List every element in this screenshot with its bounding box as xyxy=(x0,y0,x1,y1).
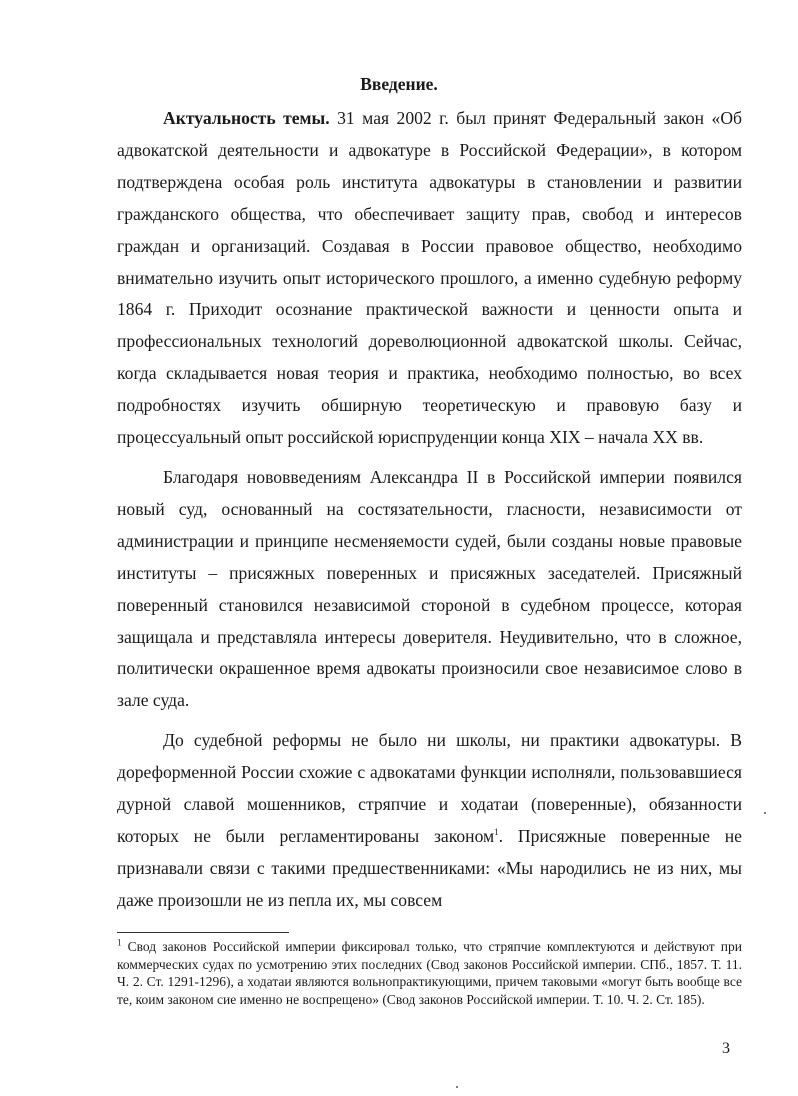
page-number: 3 xyxy=(722,1040,730,1057)
scan-speck xyxy=(764,812,766,814)
page-title: Введение. xyxy=(360,74,438,94)
scan-speck xyxy=(456,1086,458,1088)
paragraph-text: 31 мая 2002 г. был принят Федеральный закон «Об адвокатской деятельности и адвокатуре в Российской Федерации», в котором подтверждена особая роль института адвокатуры в становлении и развитии гражданского общества, что обеспечивает защиту прав, свобод и интересов граждан и организаций. Создавая в России правовое общество, необходимо внимательно изучить опыт исторического прошлого, а именно судебную реформу 1864 г. Приходит осознание практической важности и ценности опыта и профессиональных технологий дореволюционной адвокатской школы. Сейчас, когда складывается новая теория и практика, необходимо полностью, во всех подробностях изучить обширную теоретическую и правовую базу и процессуальный опыт российской юриспруденции конца XIX – начала XX вв. xyxy=(117,108,742,448)
paragraph-text: До судебной реформы не было ни школы, ни практики адвокатуры. В дореформенной России схожие с адвокатами функции исполняли, пользовавшиеся дурной славой мошенников, стряпчие и ходатаи (поверенные), обязанности которых не были регламентированы законом xyxy=(117,730,742,846)
footnote-mark: 1 xyxy=(117,937,122,948)
footnote-divider xyxy=(117,932,289,933)
footnote xyxy=(117,938,742,1008)
footnote-text: Свод законов Российской империи фиксировал только, что стряпчие комплектуются и действуют при коммерческих судах по усмотрению этих последних (Свод законов Российской империи. СПб., 1857. Т. 11. Ч. 2. Ст. 1291-1296), а ходатаи являются вольнопрактикующими, причем таковыми «могут быть вообще все те, коим законом сие именно не воспрещено» (Свод законов Российской империи. Т. 10. Ч. 2. Ст. 185). xyxy=(117,939,742,1007)
paragraph-before-reform xyxy=(117,725,742,916)
paragraph-lead: Актуальность темы. xyxy=(163,108,330,128)
footnote-reference: 1 xyxy=(494,827,499,838)
document-body xyxy=(117,103,742,917)
paragraph-relevance xyxy=(117,103,742,454)
paragraph-text-continued: . Присяжные поверенные не признавали связи с такими предшественниками: «Мы народились не из них, мы даже произошли не из пепла их, мы совсем xyxy=(117,825,742,910)
paragraph-text: Благодаря нововведениям Александра II в Российской империи появился новый суд, основанный на состязательности, гласности, независимости от администрации и принципе несменяемости судей, были созданы новые правовые институты – присяжных поверенных и присяжных заседателей. Присяжный поверенный становился независимой стороной в судебном процессе, которая защищала и представляла интересы доверителя. Неудивительно, что в сложное, политически окрашенное время адвокаты произносили свое независимое слово в зале суда. xyxy=(117,466,742,711)
paragraph-reforms xyxy=(117,462,742,717)
